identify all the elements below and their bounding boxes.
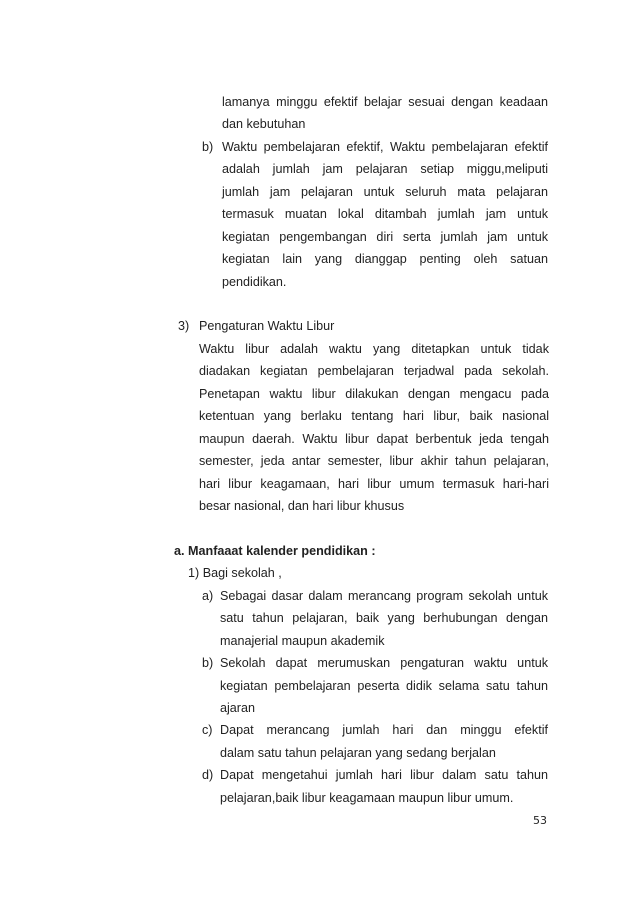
- text-line: manajerial maupun akademik: [220, 634, 385, 648]
- section-heading: a. Manfaaat kalender pendidikan :: [174, 544, 376, 558]
- text-line: semester, jeda antar semester, libur akhir tahun pelajaran,: [199, 454, 549, 468]
- list-marker: 3): [178, 319, 190, 333]
- text-line: diadakan kegiatan pembelajaran terjadwal pada sekolah.: [199, 364, 549, 378]
- text-line: termasuk muatan lokal ditambah jumlah jam untuk: [222, 207, 548, 221]
- page-number: 53: [533, 814, 547, 827]
- text-line: dalam satu tahun pelajaran yang sedang berjalan: [220, 746, 496, 760]
- list-marker: a): [202, 589, 214, 603]
- text-line: lamanya minggu efektif belajar sesuai dengan keadaan: [222, 95, 548, 109]
- text-line: Penetapan waktu libur dilakukan dengan mengacu pada: [199, 387, 549, 401]
- text-line: Sebagai dasar dalam merancang program sekolah untuk: [220, 589, 548, 603]
- text-line: kegiatan lain yang dianggap penting oleh satuan: [222, 252, 548, 266]
- text-line: ajaran: [220, 701, 256, 715]
- text-line: Waktu libur adalah waktu yang ditetapkan untuk tidak: [199, 342, 549, 356]
- text-line: Waktu pembelajaran efektif, Waktu pembelajaran efektif: [222, 140, 548, 154]
- text-line: ketentuan yang berlaku tentang hari libur, baik nasional: [199, 409, 549, 423]
- text-line: kegiatan pembelajaran peserta didik selama satu tahun: [220, 679, 548, 693]
- text-line: pelajaran,baik libur keagamaan maupun libur umum.: [220, 791, 514, 805]
- text-line: kegiatan pengembangan diri serta jumlah jam untuk: [222, 230, 548, 244]
- list-marker: c): [202, 723, 213, 737]
- text-line: adalah jumlah jam pelajaran setiap miggu,meliputi: [222, 162, 548, 176]
- text-line: besar nasional, dan hari libur khusus: [199, 499, 405, 513]
- text-line: satu tahun pelajaran, baik yang berhubungan dengan: [220, 611, 548, 625]
- list-marker: b): [202, 656, 214, 670]
- list-marker: b): [202, 140, 214, 154]
- text-line: Dapat merancang jumlah hari dan minggu efektif: [220, 723, 548, 737]
- text-line: pendidikan.: [222, 275, 287, 289]
- text-line: Sekolah dapat merumuskan pengaturan waktu untuk: [220, 656, 548, 670]
- list-marker: d): [202, 768, 214, 782]
- text-line: hari libur keagamaan, hari libur umum termasuk hari-hari: [199, 477, 549, 491]
- text-line: Dapat mengetahui jumlah hari libur dalam satu tahun: [220, 768, 548, 782]
- text-line: jumlah jam pelajaran untuk seluruh mata pelajaran: [222, 185, 548, 199]
- section-heading: Pengaturan Waktu Libur: [199, 319, 335, 333]
- text-line: dan kebutuhan: [222, 117, 306, 131]
- text-line: maupun daerah. Waktu libur dapat berbentuk jeda tengah: [199, 432, 549, 446]
- subsection-heading: 1) Bagi sekolah ,: [188, 566, 282, 580]
